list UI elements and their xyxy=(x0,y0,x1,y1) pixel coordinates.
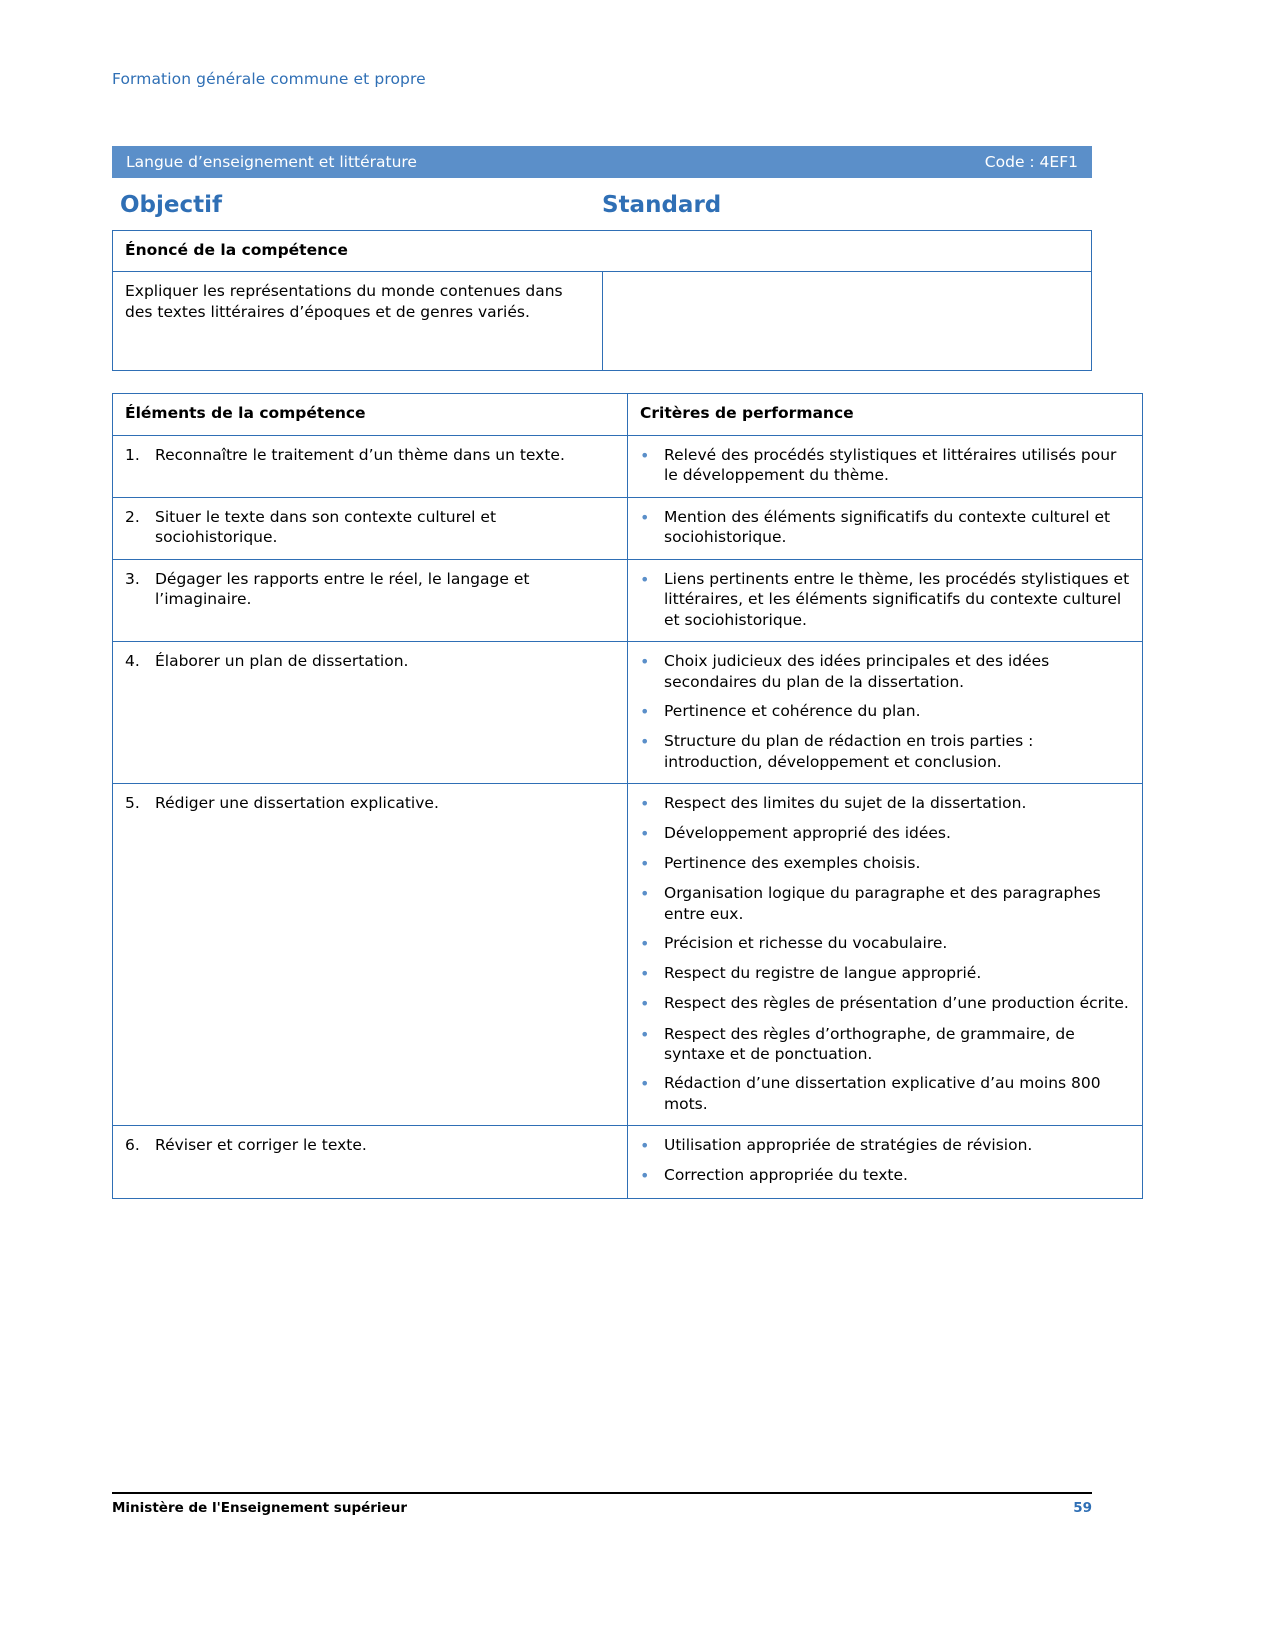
criteria-text: Rédaction d’une dissertation explicative d’au moins 800 mots. xyxy=(664,1074,1101,1113)
criteria-list xyxy=(640,569,1130,630)
criteria-list xyxy=(640,1135,1130,1186)
list-item xyxy=(125,1135,615,1155)
bullet-icon: • xyxy=(640,1136,650,1156)
table-row xyxy=(113,272,1092,371)
competence-elements-table xyxy=(112,393,1143,1198)
bullet-icon: • xyxy=(640,1024,650,1044)
criteria-text: Respect des limites du sujet de la dissertation. xyxy=(664,794,1027,812)
element-cell xyxy=(113,1126,628,1198)
list-item xyxy=(640,963,1130,984)
enonce-heading: Énoncé de la compétence xyxy=(113,231,1092,272)
criteria-text: Respect du registre de langue approprié. xyxy=(664,964,982,983)
element-number: 5. xyxy=(125,794,140,812)
criteria-text: Respect des règles d’orthographe, de grammaire, de syntaxe et de ponctuation. xyxy=(664,1024,1075,1064)
element-text: Réviser et corriger le texte. xyxy=(155,1136,367,1155)
list-item xyxy=(640,731,1130,772)
bullet-icon: • xyxy=(640,884,650,904)
table-header-row xyxy=(113,394,1143,435)
element-number: 4. xyxy=(125,652,140,671)
list-item xyxy=(640,823,1130,844)
criteria-text: Utilisation appropriée de stratégies de révision. xyxy=(664,1136,1033,1155)
criteria-text: Pertinence des exemples choisis. xyxy=(664,854,921,873)
list-item xyxy=(640,1165,1130,1186)
table-row xyxy=(113,559,1143,641)
bullet-icon: • xyxy=(640,794,650,813)
criteria-cell xyxy=(628,1126,1143,1198)
column-headings xyxy=(112,192,1092,218)
list-item xyxy=(640,793,1130,814)
criteria-text: Mention des éléments significatifs du contexte culturel et sociohistorique. xyxy=(664,507,1111,547)
criteria-text: Liens pertinents entre le thème, les procédés stylistiques et littéraires, et les éléments significatifs du contexte culturel et sociohistorique. xyxy=(664,569,1130,629)
page-header-note: Formation générale commune et propre xyxy=(112,70,426,88)
element-text: Situer le texte dans son contexte culturel et sociohistorique. xyxy=(155,507,497,547)
element-number: 1. xyxy=(125,445,140,464)
element-number: 2. xyxy=(125,507,140,526)
criteria-cell xyxy=(628,497,1143,559)
footer-divider xyxy=(112,1492,1092,1494)
bullet-icon: • xyxy=(640,994,650,1014)
list-item xyxy=(125,445,615,465)
criteria-list xyxy=(640,507,1130,548)
competence-statement-table xyxy=(112,230,1092,371)
element-number: 3. xyxy=(125,569,140,588)
list-item xyxy=(640,853,1130,874)
list-item xyxy=(640,701,1130,722)
table-row xyxy=(113,784,1143,1126)
criteria-list xyxy=(640,651,1130,772)
criteria-text: Précision et richesse du vocabulaire. xyxy=(664,934,948,953)
column-header-criteria: Critères de performance xyxy=(628,394,1143,435)
element-cell xyxy=(113,559,628,641)
criteria-cell xyxy=(628,784,1143,1126)
criteria-text: Respect des règles de présentation d’une production écrite. xyxy=(664,994,1129,1013)
criteria-list xyxy=(640,445,1130,486)
bullet-icon: • xyxy=(640,507,650,527)
criteria-text: Organisation logique du paragraphe et des paragraphes entre eux. xyxy=(664,884,1101,923)
table-row xyxy=(113,497,1143,559)
criteria-text: Structure du plan de rédaction en trois parties : introduction, développement et conclusion. xyxy=(664,732,1034,771)
table-row xyxy=(113,642,1143,784)
list-item xyxy=(640,569,1130,630)
enonce-empty-cell xyxy=(602,272,1092,371)
bullet-icon: • xyxy=(640,1074,650,1094)
bullet-icon: • xyxy=(640,652,650,672)
heading-standard: Standard xyxy=(602,192,722,218)
bullet-icon: • xyxy=(640,964,650,984)
list-item xyxy=(125,793,615,813)
list-item xyxy=(640,993,1130,1014)
list-item xyxy=(640,933,1130,954)
course-band xyxy=(112,146,1092,178)
list-item xyxy=(125,651,615,671)
bullet-icon: • xyxy=(640,732,650,752)
list-item xyxy=(640,445,1130,486)
bullet-icon: • xyxy=(640,569,650,589)
footer-page-number: 59 xyxy=(1073,1500,1092,1516)
course-code: Code : 4EF1 xyxy=(984,153,1078,171)
list-item xyxy=(125,569,615,610)
enonce-text: Expliquer les représentations du monde contenues dans des textes littéraires d’époques et de genres variés. xyxy=(113,272,603,371)
table-row xyxy=(113,1126,1143,1198)
criteria-text: Développement approprié des idées. xyxy=(664,824,951,843)
course-title: Langue d’enseignement et littérature xyxy=(126,153,417,171)
bullet-icon: • xyxy=(640,934,650,954)
criteria-text: Correction appropriée du texte. xyxy=(664,1166,908,1185)
list-item xyxy=(640,1135,1130,1156)
element-cell xyxy=(113,497,628,559)
criteria-text: Pertinence et cohérence du plan. xyxy=(664,701,921,720)
list-item xyxy=(640,1073,1130,1114)
table-row xyxy=(113,231,1092,272)
footer-ministry: Ministère de l'Enseignement supérieur xyxy=(112,1500,407,1516)
list-item xyxy=(640,651,1130,692)
criteria-text: Relevé des procédés stylistiques et littéraires utilisés pour le développement du thème. xyxy=(664,445,1117,485)
element-cell xyxy=(113,784,628,1126)
element-text: Élaborer un plan de dissertation. xyxy=(155,652,409,671)
element-cell xyxy=(113,642,628,784)
criteria-text: Choix judicieux des idées principales et des idées secondaires du plan de la dissertation. xyxy=(664,652,1050,691)
list-item xyxy=(125,507,615,548)
page-footer xyxy=(112,1500,1092,1516)
criteria-cell xyxy=(628,559,1143,641)
list-item xyxy=(640,507,1130,548)
element-number: 6. xyxy=(125,1136,140,1155)
criteria-cell xyxy=(628,435,1143,497)
bullet-icon: • xyxy=(640,854,650,874)
list-item xyxy=(640,1024,1130,1065)
bullet-icon: • xyxy=(640,701,650,721)
element-text: Reconnaître le traitement d’un thème dans un texte. xyxy=(155,445,565,464)
criteria-list xyxy=(640,793,1130,1114)
column-header-elements: Éléments de la compétence xyxy=(113,394,628,435)
table-row xyxy=(113,435,1143,497)
criteria-cell xyxy=(628,642,1143,784)
list-item xyxy=(640,883,1130,924)
bullet-icon: • xyxy=(640,824,650,844)
element-text: Dégager les rapports entre le réel, le langage et l’imaginaire. xyxy=(155,569,530,609)
document-content xyxy=(112,146,1130,1199)
bullet-icon: • xyxy=(640,445,650,465)
heading-objectif: Objectif xyxy=(120,192,223,218)
element-text: Rédiger une dissertation explicative. xyxy=(155,794,439,812)
element-cell xyxy=(113,435,628,497)
bullet-icon: • xyxy=(640,1166,650,1186)
